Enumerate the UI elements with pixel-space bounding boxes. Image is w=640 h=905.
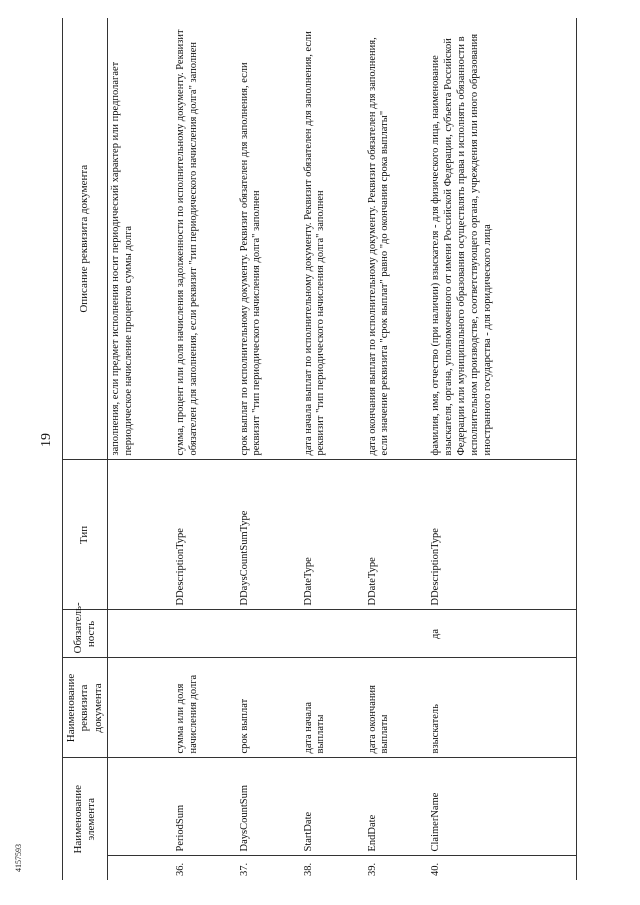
row-description: срок выплат по исполнительному документу. Реквизит обязателен для заполнения, если реквизит "тип периодического начисления долга" заполнен bbox=[237, 18, 301, 460]
row-type: DDescriptionType bbox=[173, 460, 237, 610]
table-header-row bbox=[63, 18, 108, 880]
document-code: 4157593 bbox=[14, 844, 23, 872]
header-type: Тип bbox=[63, 460, 108, 610]
row-type: DDateType bbox=[365, 460, 429, 610]
continuation-description: заполнения, если предмет исполнения носит периодический характер или предполагает периодическое начисление процентов суммы долга bbox=[108, 18, 173, 460]
row-element: EndDate bbox=[365, 758, 429, 856]
row-description: дата окончания выплат по исполнительному документу. Реквизит обязателен для заполнения, если значение реквизита "срок выплат" равно "до окончания срока выплаты" bbox=[365, 18, 429, 460]
row-description: фамилия, имя, отчество (при наличии) взыскателя - для физического лица, наименование взыскателя, органа, уполномоченного от имени Российской Федерации, субъекта Российской Федерации или муниципального образования осуществлять права и исполнять обязанности в исполнительном производстве, соответствующего органа, учреждения или иного образования иностранного государства - для юридического лица bbox=[428, 18, 576, 460]
row-required bbox=[301, 610, 365, 658]
row-required bbox=[365, 610, 429, 658]
table-row bbox=[428, 18, 576, 880]
row-required: да bbox=[428, 610, 576, 658]
row-type: DDateType bbox=[301, 460, 365, 610]
header-element-name: Наименование элемента bbox=[63, 758, 108, 880]
row-number: 38. bbox=[302, 862, 314, 876]
row-type: DDaysCountSumType bbox=[237, 460, 301, 610]
row-description: дата начала выплат по исполнительному документу. Реквизит обязателен для заполнения, если реквизит "тип периодического начисления долга" заполнен bbox=[301, 18, 365, 460]
row-type: DDescriptionType bbox=[428, 460, 576, 610]
row-number: 39. bbox=[366, 862, 378, 876]
header-description: Описание реквизита документа bbox=[63, 18, 108, 460]
row-element: ClaimerName bbox=[428, 758, 576, 856]
row-element: PeriodSum bbox=[173, 758, 237, 856]
table-row bbox=[365, 18, 429, 880]
row-attr: взыскатель bbox=[428, 658, 576, 758]
table-row bbox=[173, 18, 237, 880]
row-element: DaysCountSum bbox=[237, 758, 301, 856]
row-required bbox=[237, 610, 301, 658]
table-row-continuation bbox=[108, 18, 173, 880]
rotated-table-container bbox=[62, 18, 577, 880]
requisites-table bbox=[62, 18, 577, 880]
header-attr-name: Наименование реквизита документа bbox=[63, 658, 108, 758]
row-description: сумма, процент или доля начисления задолженности по исполнительному документу. Реквизит обязателен для заполнения, если реквизит "тип периодического начисления долга" заполнен bbox=[173, 18, 237, 460]
row-required bbox=[173, 610, 237, 658]
row-attr: дата окончания выплаты bbox=[365, 658, 429, 758]
row-attr: дата начала выплаты bbox=[301, 658, 365, 758]
table-row bbox=[301, 18, 365, 880]
row-element: StartDate bbox=[301, 758, 365, 856]
row-number: 37. bbox=[238, 862, 250, 876]
header-required: Обязатель-ность bbox=[63, 610, 108, 658]
table-row bbox=[237, 18, 301, 880]
row-attr: срок выплат bbox=[237, 658, 301, 758]
row-attr: сумма или доля начисления долга bbox=[173, 658, 237, 758]
page-number: 19 bbox=[39, 433, 54, 447]
row-number: 40. bbox=[428, 856, 576, 880]
row-number: 36. bbox=[174, 862, 186, 876]
